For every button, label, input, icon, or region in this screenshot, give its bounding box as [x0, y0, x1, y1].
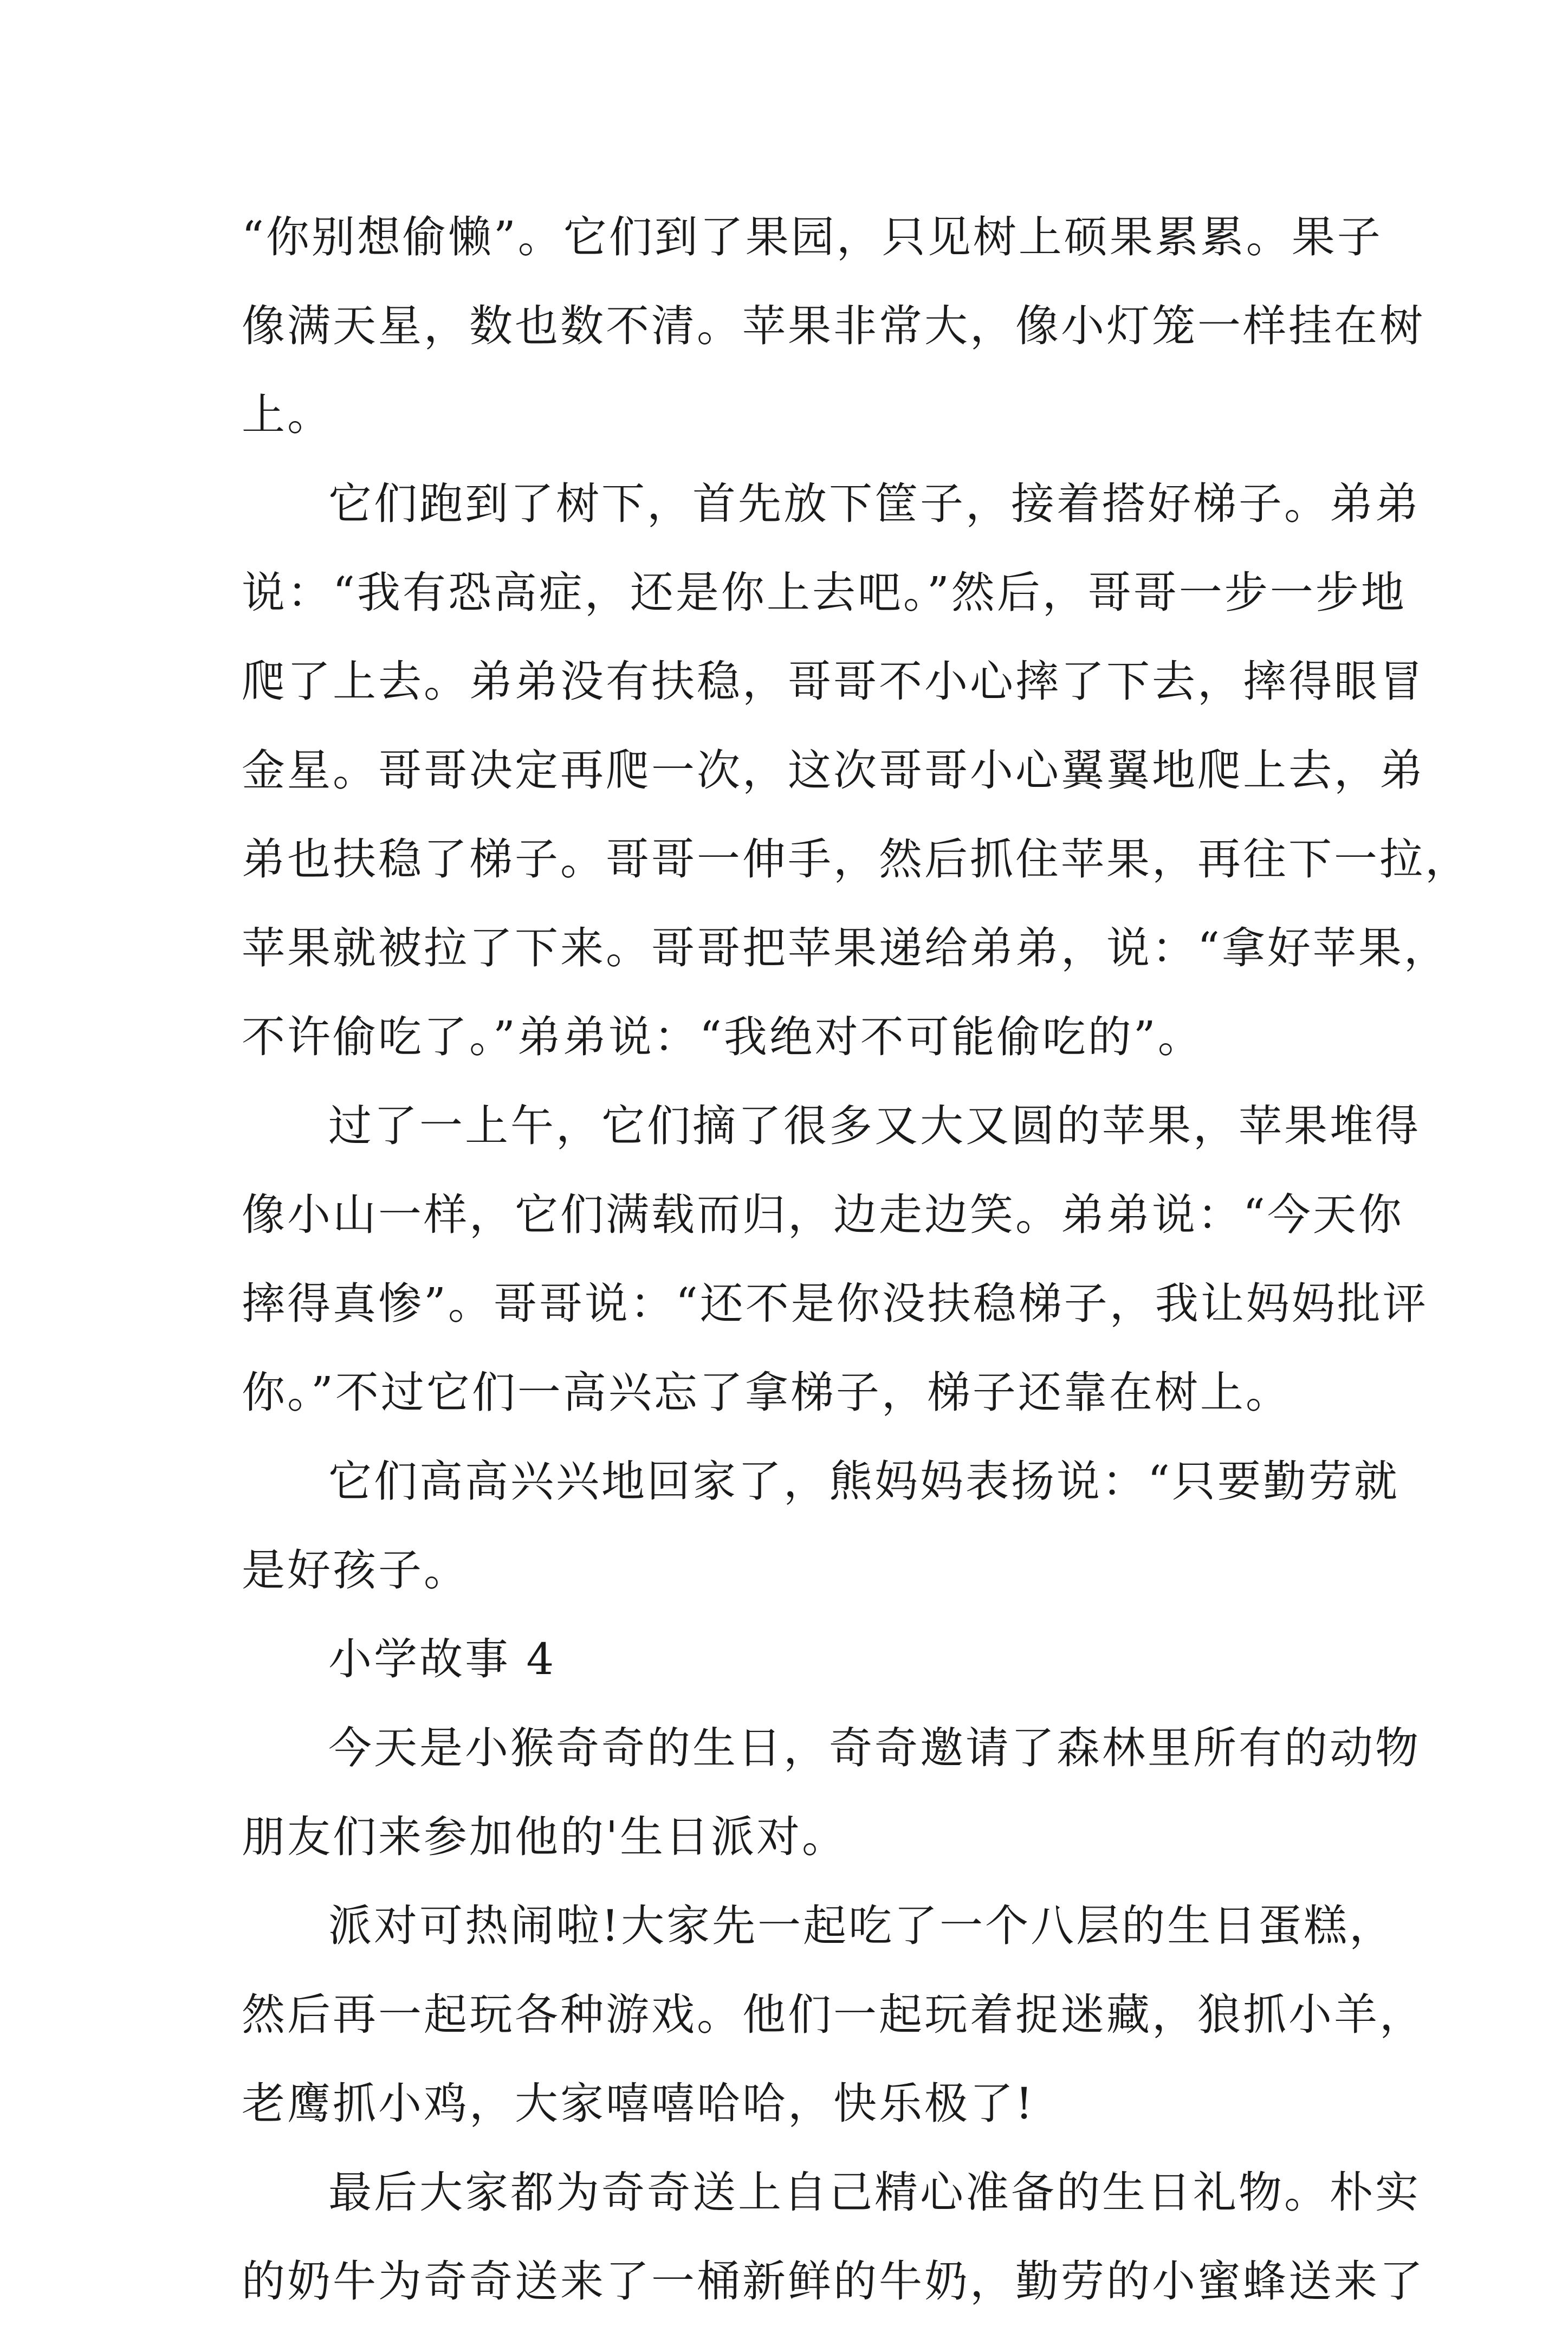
text-line: 像小山一样，它们满载而归，边走边笑。弟弟说：“今天你: [242, 1190, 1404, 1240]
text-line: 老鹰抓小鸡，大家嘻嘻哈哈，快乐极了!: [242, 2078, 1035, 2129]
paragraph-start-line: 它们高高兴兴地回家了，熊妈妈表扬说：“只要勤劳就: [328, 1456, 1399, 1507]
text-line: 你。”不过它们一高兴忘了拿梯子，梯子还靠在树上。: [242, 1367, 1291, 1418]
text-line: 弟也扶稳了梯子。哥哥一伸手，然后抓住苹果，再往下一拉，: [242, 834, 1470, 884]
text-line: 苹果就被拉了下来。哥哥把苹果递给弟弟，说：“拿好苹果，: [242, 923, 1449, 973]
paragraph-start-line: 派对可热闹啦!大家先一起吃了一个八层的生日蛋糕，: [328, 1901, 1395, 1951]
paragraph-start-line: 它们跑到了树下，首先放下筐子，接着搭好梯子。弟弟: [328, 479, 1421, 529]
document-body: [242, 193, 1470, 2326]
text-line: 朋友们来参加他的'生日派对。: [242, 1812, 847, 1862]
text-line: 不许偷吃了。”弟弟说：“我绝对不可能偷吃的”。: [242, 1012, 1203, 1062]
paragraph-start-line: 最后大家都为奇奇送上自己精心准备的生日礼物。朴实: [328, 2167, 1421, 2218]
text-line: 金星。哥哥决定再爬一次，这次哥哥小心翼翼地爬上去，弟: [242, 745, 1425, 796]
text-line: “你别想偷懒”。它们到了果园，只见树上硕果累累。果子: [242, 212, 1383, 262]
text-line: 像满天星，数也数不清。苹果非常大，像小灯笼一样挂在树: [242, 301, 1425, 351]
text-line: 的奶牛为奇奇送来了一桶新鲜的牛奶，勤劳的小蜜蜂送来了: [242, 2256, 1425, 2306]
text-line: 摔得真惨”。哥哥说：“还不是你没扶稳梯子，我让妈妈批评: [242, 1278, 1428, 1329]
paragraph-start-line: 今天是小猴奇奇的生日，奇奇邀请了森林里所有的动物: [328, 1723, 1421, 1773]
paragraph-start-line: 过了一上午，它们摘了很多又大又圆的苹果，苹果堆得: [328, 1101, 1421, 1151]
text-line: 说：“我有恐高症，还是你上去吧。”然后，哥哥一步一步地: [242, 567, 1407, 618]
text-line: 然后再一起玩各种游戏。他们一起玩着捉迷藏，狼抓小羊，: [242, 1989, 1425, 2040]
section-heading: 小学故事 4: [328, 1634, 556, 1684]
text-line: 爬了上去。弟弟没有扶稳，哥哥不小心摔了下去，摔得眼冒: [242, 656, 1425, 707]
text-line: 是好孩子。: [242, 1545, 469, 1595]
text-line: 上。: [242, 390, 333, 440]
